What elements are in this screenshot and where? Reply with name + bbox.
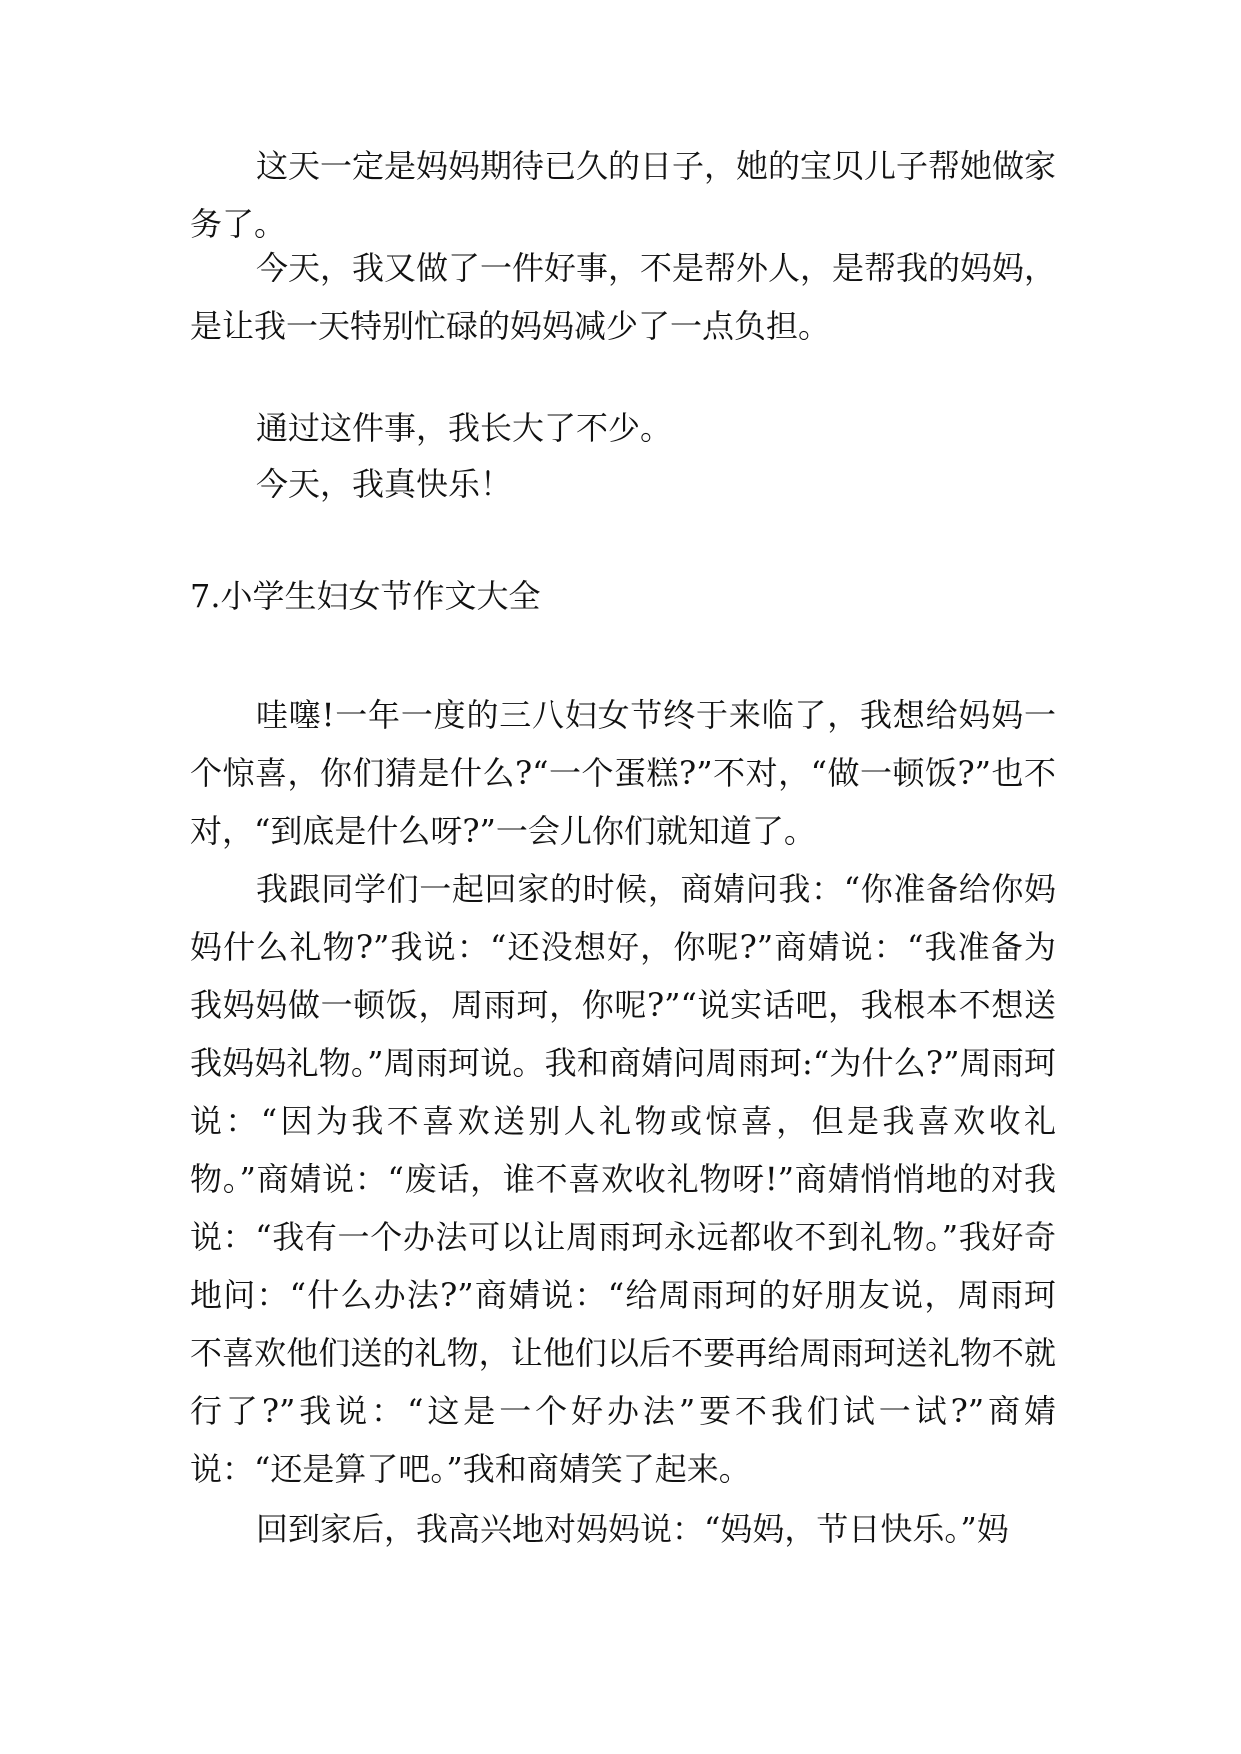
paragraph: 今天，我又做了一件好事，不是帮外人，是帮我的妈妈，是让我一天特别忙碌的妈妈减少了一点负担。 [190, 249, 1057, 345]
paragraph: 通过这件事，我长大了不少。 [256, 409, 673, 447]
paragraph: 我跟同学们一起回家的时候，商婧问我：“你准备给你妈妈什么礼物?”我说：“还没想好，你呢?”商婧说：“我准备为我妈妈做一顿饭，周雨珂，你呢?”“说实话吧，我根本不想送我妈妈礼物。”周雨珂说。我和商婧问周雨珂:“为什么?”周雨珂说：“因为我不喜欢送别人礼物或惊喜，但是我喜欢收礼物。”商婧说：“废话，谁不喜欢收礼物呀!”商婧悄悄地的对我说：“我有一个办法可以让周雨珂永远都收不到礼物。”我好奇地问：“什么办法?”商婧说：“给周雨珂的好朋友说，周雨珂不喜欢他们送的礼物，让他们以后不要再给周雨珂送礼物不就行了?”我说：“这是一个好办法”要不我们试一试?”商婧说：“还是算了吧。”我和商婧笑了起来。 [190, 870, 1056, 1488]
paragraph: 今天，我真快乐！ [256, 465, 513, 503]
paragraph: 回到家后，我高兴地对妈妈说：“妈妈，节日快乐。”妈 [256, 1510, 1009, 1548]
paragraph: 这天一定是妈妈期待已久的日子，她的宝贝儿子帮她做家务了。 [190, 147, 1057, 243]
section-heading: 7.小学生妇女节作文大全 [190, 577, 541, 615]
paragraph: 哇噻!一年一度的三八妇女节终于来临了，我想给妈妈一个惊喜，你们猜是什么?“一个蛋糕?”不对，“做一顿饭?”也不对，“到底是什么呀?”一会儿你们就知道了。 [190, 696, 1056, 850]
